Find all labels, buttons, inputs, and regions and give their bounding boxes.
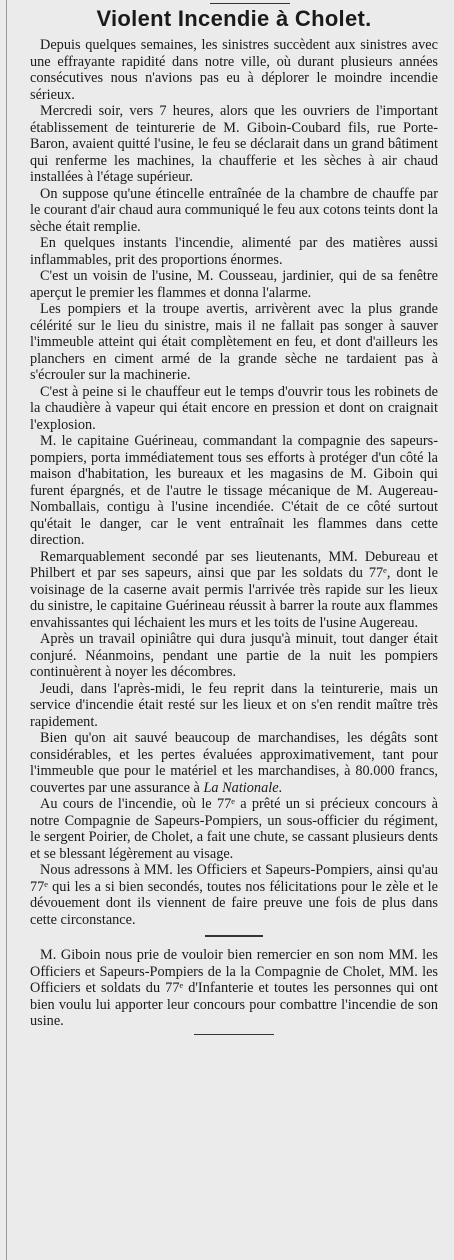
top-divider — [210, 3, 290, 4]
article-paragraph: C'est à peine si le chauffeur eut le temps d'ouvrir tous les robinets de la chaudière à vapeur qui était encore en pression et dont on craignait l'explosion. — [30, 383, 438, 433]
insurance-text: Bien qu'on ait sauvé beaucoup de marchandises, les dégâts sont considérables, et les pertes évaluées approximativement, tant pour l'immeuble que pour le matériel et les marchandises, à 80.000 francs, couvertes par une assurance à — [30, 730, 438, 796]
article-paragraph-insurance — [30, 730, 438, 796]
column-divider — [6, 0, 7, 1260]
article-paragraph: Mercredi soir, vers 7 heures, alors que les ouvriers de l'important établissement de teinturerie de M. Giboin-Coubard fils, rue Porte-Baron, avaient quitté l'usine, le feu se déclarait dans un grand bâtiment qui renferme les machines, la chaufferie et les sèches à air chaud installées à l'étage supérieur. — [30, 103, 438, 185]
bottom-divider — [194, 1034, 274, 1035]
article-paragraph: Après un travail opiniâtre qui dura jusqu'à minuit, tout danger était conjuré. Néanmoins, pendant une partie de la nuit les pompiers continuèrent à noyer les décombres. — [30, 631, 438, 680]
insurer-name: La Nationale — [203, 779, 279, 796]
section-separator — [205, 935, 263, 937]
article-paragraph: C'est un voisin de l'usine, M. Cousseau, jardinier, qui de sa fenêtre aperçut le premier les flammes et donna l'alarme. — [30, 268, 438, 301]
article-paragraph: Remarquablement secondé par ses lieutenants, MM. Debureau et Philbert et par ses sapeurs, ainsi que par les soldats du 77ᵉ, dont le voisinage de la caserne avait permis l'arrivée très rapide sur les lieux du sinistre, le capitaine Guérineau réussit à barrer la route aux flammes envahissantes qui léchaient les murs et les toits de l'usine Augereau. — [30, 548, 438, 631]
thanks-note: M. Giboin nous prie de vouloir bien remercier en son nom MM. les Officiers et Sapeurs-Pompiers de la la Compagnie de Cholet, MM. les Officiers et soldats du 77ᵉ d'Infanterie et toutes les personnes qui ont bien voulu lui apporter leur concours pour combattre l'incendie de son usine. — [30, 947, 438, 1029]
article-paragraph: Les pompiers et la troupe avertis, arrivèrent avec la plus grande célérité sur le lieu du sinistre, mais il ne fallait pas songer à sauver l'immeuble atteint qui était complètement en feu, et dont d'ailleurs les planchers en ciment armé de la grande sèche ne tardaient pas à s'écrouler sur la machinerie. — [30, 301, 438, 383]
article-paragraph: Jeudi, dans l'après-midi, le feu reprit dans la teinturerie, mais un service d'incendie était resté sur les lieux et on s'en rendit maître très rapidement. — [30, 680, 438, 730]
article-title: Violent Incendie à Cholet. — [96, 6, 372, 31]
insurance-text-end: . — [278, 779, 283, 796]
article-paragraph: Nous adressons à MM. les Officiers et Sapeurs-Pompiers, ainsi qu'au 77ᵉ qui les a si bien secondés, toutes nos félicitations pour le zèle et le dévouement dont ils viennent de faire preuve une fois de plus dans cette circonstance. — [30, 862, 438, 928]
article-paragraph: Depuis quelques semaines, les sinistres succèdent aux sinistres avec une effrayante rapidité dans notre ville, où durant plusieurs années consécutives nous n'avions pas eu à déplorer le moindre incendie sérieux. — [30, 37, 438, 103]
article-paragraph: Au cours de l'incendie, où le 77ᵉ a prêté un si précieux concours à notre Compagnie de Sapeurs-Pompiers, un sous-officier du régiment, le sergent Poirier, de Cholet, a fait une chute, se cassant plusieurs dents et se blessant légèrement au visage. — [30, 796, 438, 862]
article-paragraph: En quelques instants l'incendie, alimenté par des matières aussi inflammables, prit des proportions énormes. — [30, 235, 438, 268]
article-paragraph: On suppose qu'une étincelle entraînée de la chambre de chauffe par le courant d'air chaud aura communiqué le feu aux cotons teints dont la sèche était remplie. — [30, 185, 438, 235]
article-paragraph: M. le capitaine Guérineau, commandant la compagnie des sapeurs-pompiers, porta immédiatement tous ses efforts à protéger d'un côté la maison d'habitation, les bureaux et les magasins de M. Giboin qui furent épargnés, et de l'autre le tissage mécanique de M. Augereau-Nomballais, contigu à l'usine incendiée. C'était de ce côté surtout qu'était le danger, car le vent entraînait les flammes dans cette direction. — [30, 433, 438, 548]
